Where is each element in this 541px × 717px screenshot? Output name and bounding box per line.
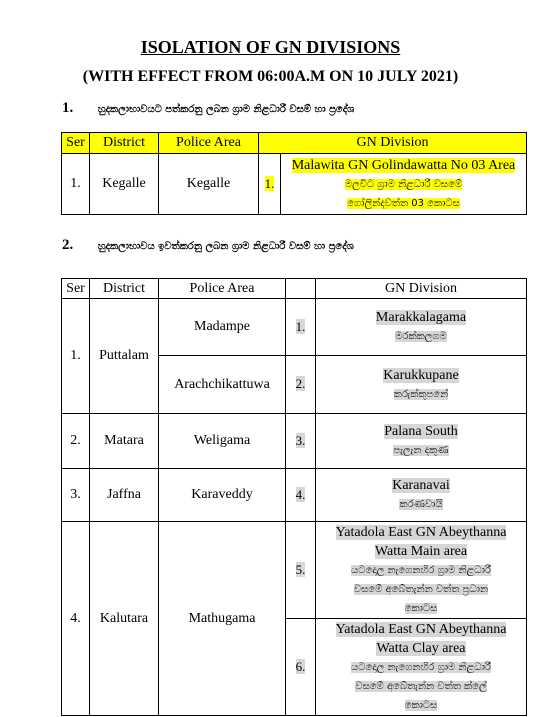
row-gn-number [259,154,281,215]
row-ser: 3. [62,469,90,522]
gn-sinhala-name-line2: වසමේ අබේතැන්න වත්ත ප්‍රධාන [353,583,489,595]
table-row [62,154,527,215]
header-district: District [90,279,159,299]
row-district: Jaffna [90,469,159,522]
table-header-row [62,279,527,299]
isolation-table [61,132,527,215]
document-subtitle: (WITH EFFECT FROM 06:00A.M ON 10 JULY 2021) [82,68,459,85]
gn-english-name-line2: Watta Main area [374,543,468,559]
row-district: Matara [90,414,159,469]
gn-number-text: 1. [264,175,275,191]
row-gn-number [286,619,316,716]
gn-sinhala-name-line1: යටදොල නැගෙනහිර ග්‍රාම නිළධාරී [351,564,491,576]
row-police-area: Weligama [159,414,286,469]
gn-number-text: 2. [295,376,306,391]
gn-number-text: 5. [295,561,306,577]
row-gn-number [286,299,316,356]
gn-english-name: Palana South [384,424,458,439]
row-district: Kegalle [90,154,159,215]
row-gn-division [316,299,527,356]
row-ser: 1. [62,299,90,414]
row-ser: 1. [62,154,90,215]
row-ser: 4. [62,522,90,716]
gn-sinhala-name-line3: කොටස [404,602,438,614]
table-row [62,522,527,619]
gn-number-text: 6. [295,658,306,674]
table-row [62,414,527,469]
row-gn-division [316,356,527,414]
gn-english-name: Karanavai [392,478,450,493]
row-gn-division [281,154,527,215]
row-police-area: Mathugama [159,522,286,716]
gn-sinhala-name: කරුක්කුපනේ [393,388,449,400]
header-gn-division: GN Division [316,279,527,299]
gn-sinhala-name-line2: වසමේ අබේතැන්න වත්ත ක්ලේ [355,680,487,692]
row-police-area: Arachchikattuwa [159,356,286,414]
gn-sinhala-name-line2: ගෝලින්දවත්ත 03 කොටස [347,197,460,209]
gn-number-text: 1. [295,318,306,334]
row-gn-number [286,356,316,414]
document-title: ISOLATION OF GN DIVISIONS [140,37,401,57]
gn-number-text: 3. [295,432,306,448]
gn-english-name-line1: Yatadola East GN Abeythanna [335,524,507,540]
section-2-title: හුදකලාභාවය ඉවත්කරනු ලබන ග්‍රාම නිළධාරී වසම් හා ප්‍රදේශ [97,241,354,252]
row-ser: 2. [62,414,90,469]
row-police-area: Karaveddy [159,469,286,522]
gn-sinhala-name: මරක්කලගම [395,331,447,342]
row-gn-division [316,619,527,716]
gn-sinhala-name: පැලැන දකුණ [393,445,449,456]
header-gn-division: GN Division [259,133,527,154]
gn-english-name: Marakkalagama [375,310,467,325]
row-district: Puttalam [90,299,159,414]
gn-sinhala-name-line1: මලවිට ග්‍රාම නිළධාරී වසමේ [344,178,463,190]
section-1-number: 1. [62,100,74,116]
table-row [62,299,527,356]
gn-english-name: Malawita GN Golindawatta No 03 Area [291,157,516,173]
header-blank [286,279,316,299]
row-police-area: Kegalle [159,154,259,215]
gn-sinhala-name: කරණවායි [399,499,443,510]
row-district: Kalutara [90,522,159,716]
table-row [62,469,527,522]
table-header-row [62,133,527,154]
row-gn-division [316,522,527,619]
row-gn-division [316,469,527,522]
header-ser: Ser [62,133,90,154]
row-gn-number [286,522,316,619]
gn-english-name-line2: Watta Clay area [376,640,466,656]
gn-sinhala-name-line1: යටදොල නැගෙනහිර ග්‍රාම නිළධාරී [351,661,491,673]
header-police-area: Police Area [159,279,286,299]
header-police-area: Police Area [159,133,259,154]
header-district: District [90,133,159,154]
row-gn-number [286,469,316,522]
gn-sinhala-name-line3: කොටස [404,699,438,711]
section-1-heading [62,100,354,117]
section-2-number: 2. [62,237,74,253]
row-police-area: Madampe [159,299,286,356]
header-ser: Ser [62,279,90,299]
lifted-isolation-table [61,278,527,716]
gn-english-name: Karukkupane [383,367,459,383]
gn-number-text: 4. [295,486,306,502]
row-gn-division [316,414,527,469]
gn-english-name-line1: Yatadola East GN Abeythanna [335,621,507,637]
row-gn-number [286,414,316,469]
section-1-title: හුදකලාභාවයට පත්කරනු ලබන ග්‍රාම නිළධාරී වසම් හා ප්‍රදේශ [97,104,355,115]
section-2-heading [62,237,354,254]
